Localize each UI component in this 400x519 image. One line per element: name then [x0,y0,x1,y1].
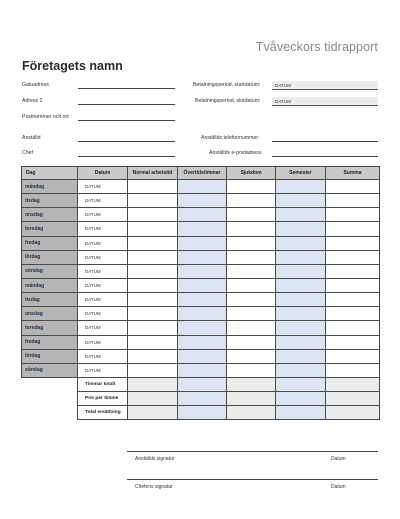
vacation-cell[interactable] [276,363,326,377]
summary-rate-label: Pris per timme [78,392,128,406]
total-vacation-cell[interactable] [276,377,326,391]
sick-cell[interactable] [227,194,276,208]
employee-input[interactable] [78,141,175,142]
date-cell[interactable]: DATUM [78,307,128,321]
date-cell[interactable]: DATUM [78,278,128,292]
summary-spacer [22,406,78,420]
vacation-cell[interactable] [276,349,326,363]
overtime-cell[interactable] [178,363,227,377]
pay-end-label: Betalningsperiod, slutdatum: [195,98,261,104]
sick-cell[interactable] [227,250,276,264]
table-row [22,278,380,292]
vacation-cell[interactable] [276,307,326,321]
regular-hours-cell[interactable] [128,335,178,349]
overtime-cell[interactable] [178,222,227,236]
employee-email-input[interactable] [272,156,378,157]
summary-spacer [22,377,78,391]
table-row [22,180,380,194]
date-cell[interactable]: DATUM [78,236,128,250]
total-cell[interactable] [326,264,380,278]
table-header-row [22,167,380,180]
rate-overtime-cell[interactable] [178,392,227,406]
sick-cell[interactable] [227,307,276,321]
total-sick-cell[interactable] [227,377,276,391]
vacation-cell[interactable] [276,321,326,335]
manager-label: Chef [22,150,33,156]
total-cell[interactable] [326,363,380,377]
day-cell: onsdag [22,307,78,321]
regular-hours-cell[interactable] [128,180,178,194]
date-cell[interactable]: DATUM [78,293,128,307]
sick-cell[interactable] [227,236,276,250]
pay-regular-cell[interactable] [128,406,178,420]
employee-phone-label: Anställds telefonnummer: [201,135,260,141]
overtime-cell[interactable] [178,278,227,292]
vacation-cell[interactable] [276,264,326,278]
vacation-cell[interactable] [276,208,326,222]
overtime-cell[interactable] [178,236,227,250]
address2-input[interactable] [78,104,175,105]
company-name: Företagets namn [22,59,123,73]
day-cell: måndag [22,180,78,194]
table-row [22,250,380,264]
sick-cell[interactable] [227,278,276,292]
summary-total-pay-label: Total ersättning [78,406,128,420]
regular-hours-cell[interactable] [128,236,178,250]
pay-end-date-field[interactable] [272,97,378,106]
day-cell: torsdag [22,222,78,236]
regular-hours-cell[interactable] [128,250,178,264]
total-cell[interactable] [326,250,380,264]
date-cell[interactable]: DATUM [78,222,128,236]
date-cell[interactable]: DATUM [78,363,128,377]
summary-row [22,377,380,391]
total-cell[interactable] [326,321,380,335]
day-cell: tisdag [22,194,78,208]
employee-signature-date-label: Datum [331,456,346,462]
employee-signature-line[interactable] [127,451,378,452]
manager-signature-line[interactable] [127,479,378,480]
regular-hours-cell[interactable] [128,349,178,363]
day-cell: fredag [22,335,78,349]
overtime-cell[interactable] [178,321,227,335]
day-cell: lördag [22,250,78,264]
total-cell[interactable] [326,349,380,363]
overtime-cell[interactable] [178,349,227,363]
overtime-cell[interactable] [178,307,227,321]
street-label: Gatuadress [22,82,49,88]
table-row [22,194,380,208]
table-row [22,293,380,307]
employee-phone-input[interactable] [272,141,378,142]
postal-label: Postnummer och ort [22,114,69,120]
day-cell: måndag [22,278,78,292]
total-cell[interactable] [326,293,380,307]
manager-input[interactable] [78,156,175,157]
street-input[interactable] [78,88,175,89]
overtime-cell[interactable] [178,180,227,194]
pay-sick-cell[interactable] [227,406,276,420]
pay-start-label: Betalningsperiod, startdatum: [193,82,261,88]
rate-vacation-cell[interactable] [276,392,326,406]
regular-hours-cell[interactable] [128,208,178,222]
employee-email-label: Anställds e-postadress [209,150,262,156]
regular-hours-cell[interactable] [128,307,178,321]
table-row [22,208,380,222]
day-cell: torsdag [22,321,78,335]
day-cell: lördag [22,349,78,363]
summary-total-hours-label: Timmar totalt [78,377,128,391]
total-overtime-cell[interactable] [178,377,227,391]
table-row [22,222,380,236]
regular-hours-cell[interactable] [128,222,178,236]
table-row [22,307,380,321]
total-cell[interactable] [326,180,380,194]
table-row [22,264,380,278]
regular-hours-cell[interactable] [128,363,178,377]
table-row [22,363,380,377]
table-row [22,335,380,349]
employee-label: Anställd [22,135,41,141]
date-cell[interactable]: DATUM [78,349,128,363]
vacation-cell[interactable] [276,194,326,208]
header-date: Datum [78,167,128,180]
manager-signature-date-label: Datum [331,484,346,490]
date-cell[interactable]: DATUM [78,194,128,208]
total-cell[interactable] [326,208,380,222]
employee-signature-label: Anställds signatur [135,456,175,462]
day-cell: söndag [22,264,78,278]
date-cell[interactable]: DATUM [78,180,128,194]
regular-hours-cell[interactable] [128,321,178,335]
date-cell[interactable]: DATUM [78,208,128,222]
table-row [22,349,380,363]
regular-hours-cell[interactable] [128,194,178,208]
overtime-cell[interactable] [178,208,227,222]
sick-cell[interactable] [227,335,276,349]
pay-start-date-value: DATUM [275,82,291,88]
report-title: Tvåveckors tidrapport [255,40,378,54]
header-total: Summa [326,167,380,180]
summary-spacer [22,392,78,406]
total-cell[interactable] [326,307,380,321]
day-cell: onsdag [22,208,78,222]
header-vacation: Semester [276,167,326,180]
regular-hours-cell[interactable] [128,264,178,278]
day-cell: fredag [22,236,78,250]
overtime-cell[interactable] [178,335,227,349]
vacation-cell[interactable] [276,335,326,349]
rate-regular-cell[interactable] [128,392,178,406]
header-day: Dag [22,167,78,180]
regular-hours-cell[interactable] [128,293,178,307]
sick-cell[interactable] [227,363,276,377]
sick-cell[interactable] [227,321,276,335]
vacation-cell[interactable] [276,180,326,194]
sick-cell[interactable] [227,180,276,194]
rate-sum-cell[interactable] [326,392,380,406]
pay-sum-cell[interactable] [326,406,380,420]
total-cell[interactable] [326,194,380,208]
manager-signature-label: Chefens signatur [135,484,173,490]
day-cell: söndag [22,363,78,377]
summary-row [22,392,380,406]
sick-cell[interactable] [227,293,276,307]
header-regular-hours: Normal arbetstid [128,167,178,180]
pay-vacation-cell[interactable] [276,406,326,420]
total-cell[interactable] [326,222,380,236]
rate-sick-cell[interactable] [227,392,276,406]
sick-cell[interactable] [227,264,276,278]
overtime-cell[interactable] [178,264,227,278]
total-cell[interactable] [326,335,380,349]
overtime-cell[interactable] [178,194,227,208]
pay-end-date-value: DATUM [275,98,291,104]
summary-row [22,406,380,420]
total-sum-cell[interactable] [326,377,380,391]
postal-input[interactable] [78,120,175,121]
regular-hours-cell[interactable] [128,278,178,292]
header-sick: Sjukdom [227,167,276,180]
vacation-cell[interactable] [276,278,326,292]
overtime-cell[interactable] [178,250,227,264]
total-cell[interactable] [326,278,380,292]
total-regular-cell[interactable] [128,377,178,391]
timesheet-table [21,166,380,420]
vacation-cell[interactable] [276,250,326,264]
sick-cell[interactable] [227,222,276,236]
date-cell[interactable]: DATUM [78,335,128,349]
total-cell[interactable] [326,236,380,250]
sick-cell[interactable] [227,349,276,363]
sick-cell[interactable] [227,208,276,222]
vacation-cell[interactable] [276,293,326,307]
table-row [22,236,380,250]
date-cell[interactable]: DATUM [78,321,128,335]
date-cell[interactable]: DATUM [78,250,128,264]
overtime-cell[interactable] [178,293,227,307]
pay-overtime-cell[interactable] [178,406,227,420]
vacation-cell[interactable] [276,222,326,236]
vacation-cell[interactable] [276,236,326,250]
date-cell[interactable]: DATUM [78,264,128,278]
header-overtime: Övertidstimmar [178,167,227,180]
address2-label: Adress 2 [22,98,43,104]
table-row [22,321,380,335]
day-cell: tisdag [22,293,78,307]
pay-start-date-field[interactable] [272,81,378,90]
